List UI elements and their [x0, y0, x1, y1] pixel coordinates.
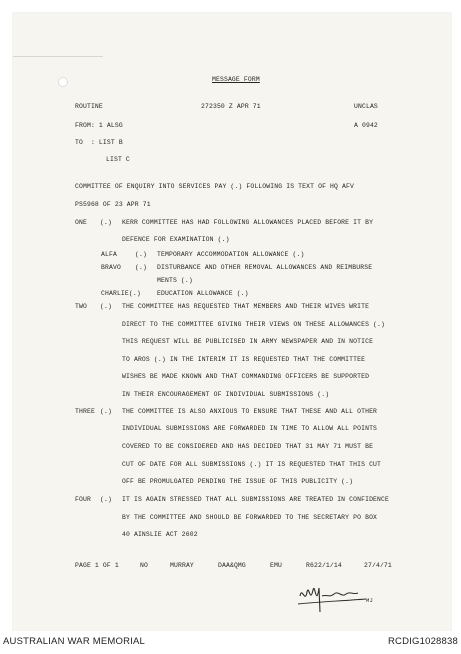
archive-caption-bar [0, 631, 461, 654]
originator-branch: DAA&QMG [218, 562, 246, 569]
initials: MJ [366, 597, 373, 604]
para-three-mark: (.) [100, 408, 112, 415]
para-one-line: DEFENCE FOR EXAMINATION (.) [122, 236, 230, 243]
release-date: 27/4/71 [364, 562, 392, 569]
date-time-group: 272350 Z APR 71 [201, 103, 261, 110]
para-four-mark: (.) [100, 496, 112, 503]
charlie-label: CHARLIE(.) [101, 290, 141, 297]
to-line: TO : LIST B [75, 139, 123, 146]
fold-crease [13, 56, 103, 57]
alfa-mark: (.) [135, 251, 147, 258]
subject-line-1: COMMITTEE OF ENQUIRY INTO SERVICES PAY (.) FOLLOWING IS TEXT OF HQ AFV [75, 183, 354, 190]
to-line-2: LIST C [106, 156, 130, 163]
archive-caption-right: RCDIG1028838 [388, 636, 458, 647]
para-three-line: INDIVIDUAL SUBMISSIONS ARE FORWARDED IN TIME TO ALLOW ALL POINTS [122, 425, 378, 432]
alfa-text: TEMPORARY ACCOMMODATION ALLOWANCE (.) [157, 251, 305, 258]
para-three-line: COVERED TO BE CONSIDERED AND HAS DECIDED THAT 31 MAY 71 MUST BE [122, 443, 374, 450]
para-four-label: FOUR [75, 496, 91, 503]
para-four-line: 40 AINSLIE ACT 2602 [122, 531, 198, 538]
bravo-text: MENTS (.) [157, 277, 193, 284]
bravo-text: DISTURBANCE AND OTHER REMOVAL ALLOWANCES AND REIMBURSE [157, 264, 373, 271]
originator-name: MURRAY [170, 562, 194, 569]
para-three-label: THREE [75, 408, 95, 415]
subject-line-2: PS5968 OF 23 APR 71 [75, 201, 151, 208]
para-one-mark: (.) [100, 219, 112, 226]
para-three-line: OFF BE PROMULGATED PENDING THE ISSUE OF THIS PUBLICITY (.) [122, 478, 354, 485]
file-reference: R622/1/14 [306, 562, 342, 569]
charlie-text: EDUCATION ALLOWANCE (.) [157, 290, 249, 297]
para-two-line: THE COMMITTEE HAS REQUESTED THAT MEMBERS AND THEIR WIVES WRITE [122, 303, 370, 310]
para-four-line: BY THE COMMITTEE AND SHOULD BE FORWARDED TO THE SECRETARY PO BOX [122, 514, 378, 521]
archive-caption-left: AUSTRALIAN WAR MEMORIAL [3, 636, 146, 647]
para-two-line: WISHES BE MADE KNOWN AND THAT COMMANDING OFFICERS BE SUPPORTED [122, 373, 370, 380]
bravo-label: BRAVO [101, 264, 121, 271]
para-two-line: IN THEIR ENCOURAGEMENT OF INDIVIDUAL SUBMISSIONS (.) [122, 391, 330, 398]
extension: EMU [270, 562, 282, 569]
bravo-mark: (.) [135, 264, 147, 271]
para-two-label: TWO [75, 303, 87, 310]
punch-hole [58, 77, 68, 87]
para-two-mark: (.) [100, 303, 112, 310]
para-two-line: THIS REQUEST WILL BE PUBLICISED IN ARMY NEWSPAPER AND IN NOTICE [122, 338, 374, 345]
classification: UNCLAS [354, 103, 378, 110]
para-two-line: TO AROS (.) IN THE INTERIM IT IS REQUESTED THAT THE COMMITTEE [122, 356, 366, 363]
reference-number: A 0942 [354, 122, 378, 129]
para-two-line: DIRECT TO THE COMMITTEE GIVING THEIR VIEWS ON THESE ALLOWANCES (.) [122, 321, 386, 328]
para-one-label: ONE [75, 219, 87, 226]
page-number: PAGE 1 OF 1 [75, 562, 119, 569]
para-one-line: KERR COMMITTEE HAS HAD FOLLOWING ALLOWANCES PLACED BEFORE IT BY [122, 219, 374, 226]
para-three-line: THE COMMITTEE IS ALSO ANXIOUS TO ENSURE THAT THESE AND ALL OTHER [122, 408, 378, 415]
footer-no: NO [140, 562, 148, 569]
para-four-line: IT IS AGAIN STRESSED THAT ALL SUBMISSIONS ARE TREATED IN CONFIDENCE [122, 496, 389, 503]
alfa-label: ALFA [101, 251, 117, 258]
precedence: ROUTINE [75, 103, 103, 110]
form-title: MESSAGE FORM [212, 76, 260, 83]
para-three-line: CUT OF DATE FOR ALL SUBMISSIONS (.) IT IS REQUESTED THAT THIS CUT [122, 461, 382, 468]
from-line: FROM: 1 ALSG [75, 122, 123, 129]
